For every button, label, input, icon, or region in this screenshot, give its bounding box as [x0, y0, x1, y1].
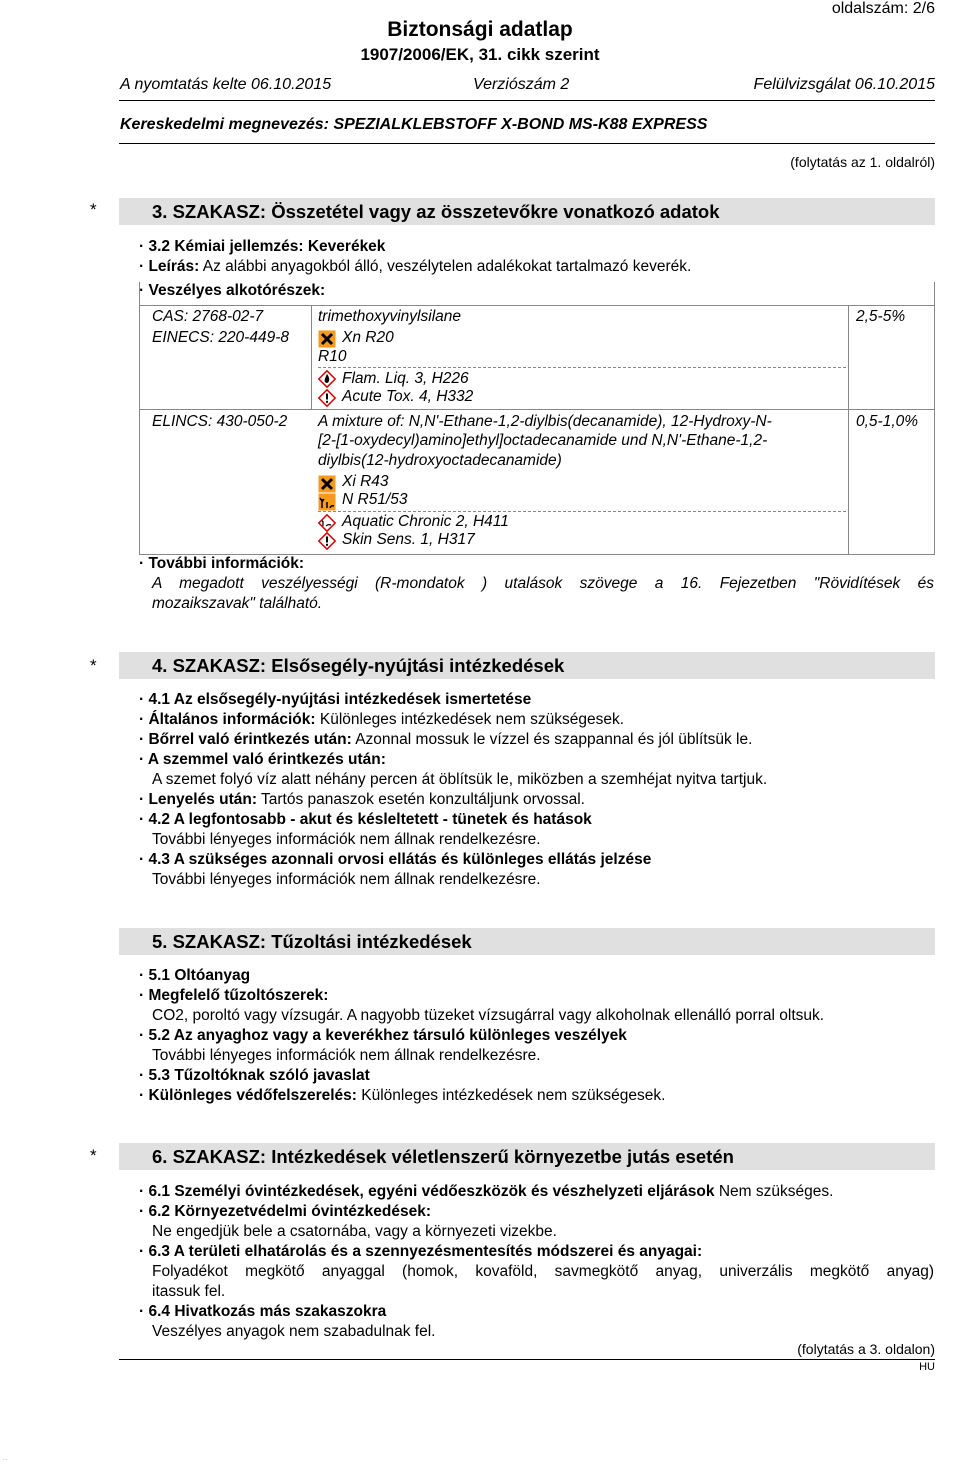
corner-mark: ...: [3, 1456, 8, 1462]
s4-line-2: [139, 711, 624, 729]
s5-label-7: · Különleges védőfelszerelés:: [139, 1087, 357, 1104]
row2-name-line2: [2-[1-oxydecyl)amino]ethyl]octadecanamide und N,N'-Ethane-1,2-: [318, 432, 768, 449]
s4-label-4: · A szemmel való érintkezés után:: [139, 751, 386, 768]
s4-line-1: [139, 691, 531, 709]
table-conc-divider: [848, 305, 849, 555]
s6-text-1: Nem szükséges.: [714, 1183, 834, 1200]
s6-line-6: itassuk fel.: [152, 1283, 226, 1300]
s4-line-8: További lényeges információk nem állnak rendelkezésre.: [152, 831, 541, 848]
irritant-x-icon: [318, 475, 336, 493]
table-top-rule: [139, 305, 935, 306]
s5-line-3: CO2, poroltó vagy vízsugár. A nagyobb tüzeket vízsugárral vagy alkoholnak ellenálló porral oltsuk.: [152, 1007, 825, 1024]
row2-concentration: 0,5-1,0%: [856, 413, 919, 430]
section-6-header-bar: [119, 1143, 935, 1170]
row1-dash-divider: [318, 367, 846, 368]
s5-line-6: · 5.3 Tűzoltóknak szóló javaslat: [139, 1067, 370, 1084]
s4-label-2: · Általános információk:: [139, 711, 316, 728]
document-subtitle: 1907/2006/EK, 31. cikk szerint: [360, 45, 600, 64]
s6-line-7: · 6.4 Hivatkozás más szakaszokra: [139, 1303, 387, 1320]
section-4-header-bar: [119, 652, 935, 679]
s5-line-1: · 5.1 Oltóanyag: [139, 967, 251, 984]
print-date: A nyomtatás kelte 06.10.2015: [120, 76, 332, 93]
s6-line-2: · 6.2 Környezetvédelmi óvintézkedések:: [139, 1203, 432, 1220]
description-line: [139, 258, 691, 276]
row2-ghs2: Skin Sens. 1, H317: [342, 531, 475, 548]
s5-line-2: · Megfelelő tűzoltószerek:: [139, 987, 329, 1004]
s4-text-2: Különleges intézkedések nem szükségesek.: [315, 711, 625, 728]
trade-name: Kereskedelmi megnevezés: SPEZIALKLEBSTOFF X-BOND MS-K88 EXPRESS: [120, 116, 708, 133]
description-label: · Leírás:: [139, 258, 200, 275]
section-5-header-bar: [119, 928, 935, 955]
s6-line-4: · 6.3 A területi elhatárolás és a szennyezésmentesítés módszerei és anyagai:: [139, 1243, 703, 1260]
further-info-label: · További információk:: [139, 555, 305, 572]
further-info-line1: A megadott veszélyességi (R-mondatok ) utalások szövege a 16. Fejezetben "Rövidítések és: [152, 575, 934, 592]
section-4-title: 4. SZAKASZ: Elsősegély-nyújtási intézkedések: [152, 655, 565, 676]
row1-cas: CAS: 2768-02-7: [152, 308, 264, 325]
language-code: HU: [919, 1361, 935, 1373]
s6-line-3: Ne engedjük bele a csatornába, vagy a környezeti vizekbe.: [152, 1223, 557, 1240]
s4-text-3: Azonnal mossuk le vízzel és szappannal és jól üblítsük le.: [351, 731, 753, 748]
row1-class1: Xn R20: [342, 329, 394, 346]
further-info-line2: mozaikszavak" található.: [152, 595, 323, 612]
environment-icon: [318, 493, 336, 511]
s4-label-3: · Bőrrel való érintkezés után:: [139, 731, 352, 748]
harmful-x-icon: [318, 330, 336, 348]
s4-text-6: Tartós panaszok esetén konzultáljunk orvossal.: [257, 791, 585, 808]
section-3-change-marker: *: [90, 200, 97, 219]
row2-name-line1: A mixture of: N,N'-Ethane-1,2-diylbis(decanamide), 12-Hydroxy-N-: [318, 413, 772, 430]
footer-divider: [119, 1359, 935, 1360]
description-text: Az alábbi anyagokból álló, veszélytelen adalékokat tartalmazó keverék.: [202, 258, 692, 275]
document-title: Biztonsági adatlap: [387, 18, 573, 41]
s4-line-4: [139, 751, 386, 769]
s4-line-10: További lényeges információk nem állnak rendelkezésre.: [152, 871, 541, 888]
section-3-title: 3. SZAKASZ: Összetétel vagy az összetevőkre vonatkozó adatok: [152, 201, 720, 222]
chem-characterization: · 3.2 Kémiai jellemzés: Keverékek: [139, 238, 386, 255]
row2-class1: Xi R43: [342, 473, 389, 490]
row2-class2: N R51/53: [342, 491, 408, 508]
row1-substance-name: trimethoxyvinylsilane: [318, 308, 461, 325]
section-4-change-marker: *: [90, 656, 97, 675]
s4-line-7: · 4.2 A legfontosabb - akut és késleltetett - tünetek és hatások: [139, 811, 592, 828]
trade-name-divider: [119, 143, 935, 144]
s4-line-9: · 4.3 A szükséges azonnali orvosi ellátás és különleges ellátás jelzése: [139, 851, 652, 868]
section-5-title: 5. SZAKASZ: Tűzoltási intézkedések: [152, 931, 472, 952]
s4-label-1: · 4.1 Az elsősegély-nyújtási intézkedések ismertetése: [139, 691, 532, 708]
s6-line-5: Folyadékot megkötő anyaggal (homok, kovaföld, savmegkötő anyag, univerzális megkötő anyag): [152, 1263, 934, 1280]
row2-elincs: ELINCS: 430-050-2: [152, 413, 288, 430]
s6-line-1: [139, 1183, 833, 1201]
exclamation-icon-2: [318, 532, 336, 550]
s4-line-3: [139, 731, 752, 749]
flame-icon: [318, 370, 336, 388]
row1-concentration: 2,5-5%: [856, 308, 906, 325]
s5-line-7: [139, 1087, 665, 1105]
s4-line-6: [139, 791, 585, 809]
table-row-divider: [139, 409, 935, 410]
s6-label-1: · 6.1 Személyi óvintézkedések, egyéni védőeszközök és vészhelyzeti eljárások: [139, 1183, 715, 1200]
row1-ghs2: Acute Tox. 4, H332: [342, 388, 474, 405]
hazardous-components-label: · Veszélyes alkotórészek:: [139, 282, 326, 299]
s5-line-4: · 5.2 Az anyaghoz vagy a keverékhez társuló különleges veszélyek: [139, 1027, 627, 1044]
section-3-header-bar: [119, 198, 935, 225]
row1-ghs1: Flam. Liq. 3, H226: [342, 370, 469, 387]
s6-line-8: Veszélyes anyagok nem szabadulnak fel.: [152, 1323, 436, 1340]
s4-label-6: · Lenyelés után:: [139, 791, 257, 808]
s5-text-7: Különleges intézkedések nem szükségesek.: [356, 1087, 666, 1104]
header-divider: [119, 100, 935, 101]
continued-to: (folytatás a 3. oldalon): [797, 1341, 935, 1357]
s4-line-5: A szemet folyó víz alatt néhány percen át öblítsük le, miközben a szemhéjat nyitva tartjuk.: [152, 771, 768, 788]
table-col-divider: [311, 305, 312, 409]
continued-from: (folytatás az 1. oldalról): [790, 154, 935, 170]
aquatic-icon: [318, 514, 336, 532]
section-6-title: 6. SZAKASZ: Intézkedések véletlenszerű környezetbe jutás esetén: [152, 1146, 734, 1167]
version-number: Verziószám 2: [473, 76, 570, 93]
row2-ghs1: Aquatic Chronic 2, H411: [342, 513, 509, 530]
review-date: Felülvizsgálat 06.10.2015: [753, 76, 935, 93]
section-6-change-marker: *: [90, 1146, 97, 1165]
s5-line-5: További lényeges információk nem állnak rendelkezésre.: [152, 1047, 541, 1064]
exclamation-icon: [318, 389, 336, 407]
row2-dash-divider: [318, 511, 846, 512]
page-number: oldalszám: 2/6: [831, 0, 935, 17]
row2-name-line3: diylbis(12-hydroxyoctadecanamide): [318, 452, 562, 469]
row1-einecs: EINECS: 220-449-8: [152, 329, 289, 346]
row1-class1b: R10: [318, 348, 347, 365]
